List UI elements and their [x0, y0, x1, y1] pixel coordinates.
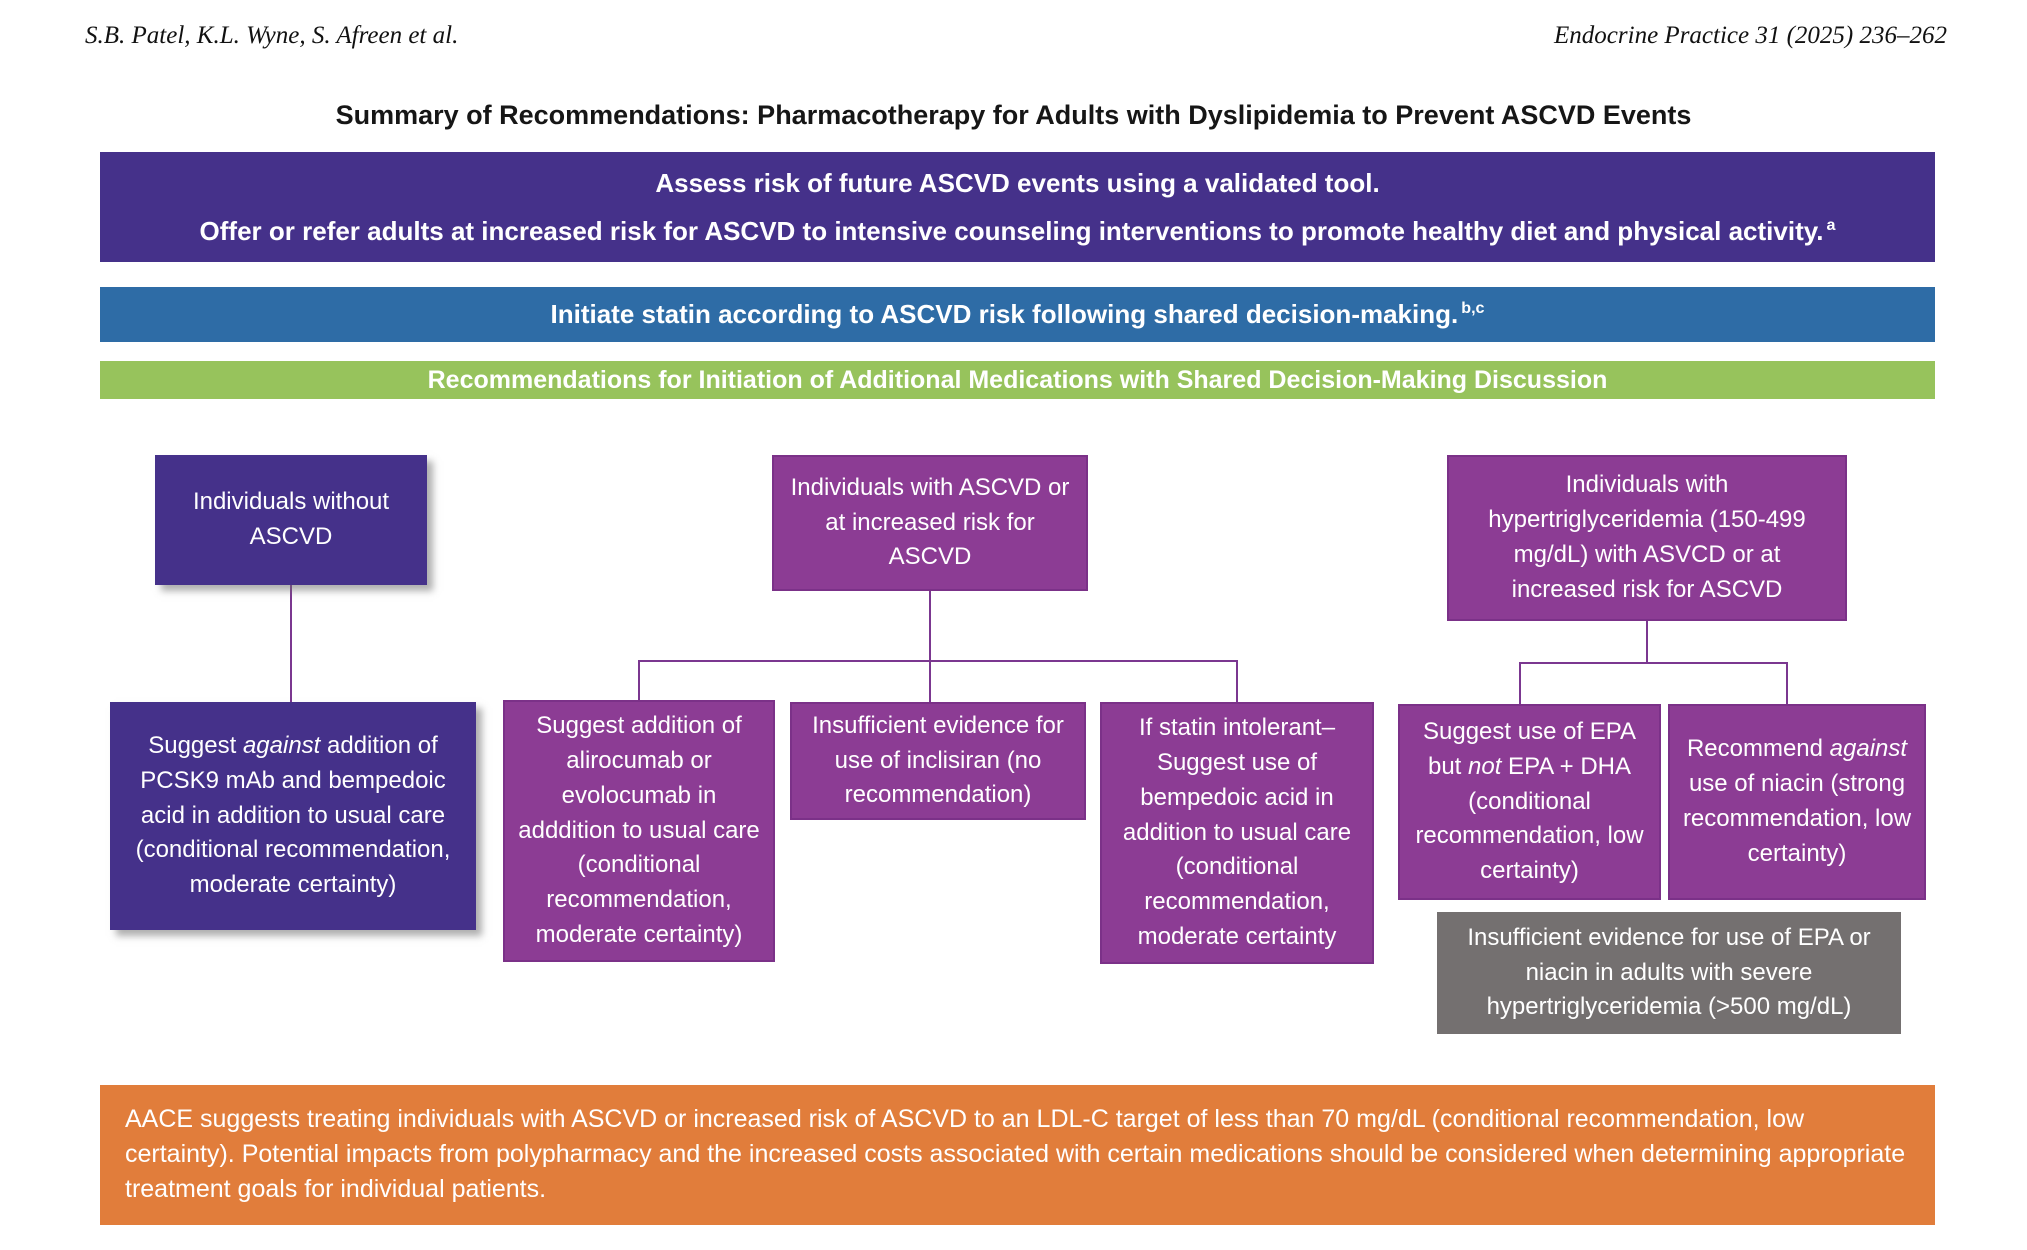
note-severe-hypertriglyceridemia: Insufficient evidence for use of EPA or niacin in adults with severe hypertriglyceridemia (>500 mg/dL) [1437, 912, 1901, 1034]
connector-htg-drop-left [1519, 662, 1521, 704]
initiate-statin-banner [100, 287, 1935, 342]
connector-htg-bus [1519, 662, 1788, 664]
connector-ascvd-drop-right [1236, 660, 1238, 702]
connector-htg-stem [1646, 621, 1648, 664]
aace-ldl-target-note: AACE suggests treating individuals with ASCVD or increased risk of ASCVD to an LDL-C target of less than 70 mg/dL (conditional recommendation, low certainty). Potential impacts from polypharmacy and the increased costs associated with certain medications should be considered when determining appropriate treatment goals for individual patients. [100, 1085, 1935, 1225]
rec-against-pcsk9-bempedoic: Suggest against addition of PCSK9 mAb and bempedoic acid in addition to usual care (conditional recommendation, moderate certainty) [110, 702, 476, 930]
connector-ascvd-drop-left [638, 660, 640, 702]
rec-alirocumab-evolocumab: Suggest addition of alirocumab or evolocumab in adddition to usual care (conditional recommendation, moderate certainty) [503, 700, 775, 962]
connector-ascvd-stem [929, 588, 931, 662]
rec-epa-not-epa-dha: Suggest use of EPA but not EPA + DHA (conditional recommendation, low certainty) [1398, 704, 1661, 900]
connector-htg-drop-right [1786, 662, 1788, 704]
assess-risk-line2: Offer or refer adults at increased risk for ASCVD to intensive counseling interventions to promote healthy diet and physical activity. $^a$ [199, 216, 1836, 246]
figure-title: Summary of Recommendations: Pharmacotherapy for Adults with Dyslipidemia to Prevent ASCVD Events [335, 100, 1692, 130]
additional-medications-banner [100, 361, 1935, 399]
journal-running-head: Endocrine Practice 31 (2025) 236–262 [1554, 22, 1947, 49]
group-header-ascvd: Individuals with ASCVD or at increased risk for ASCVD [772, 455, 1088, 591]
footnote-bc: b,c [1461, 299, 1485, 318]
authors-running-head: S.B. Patel, K.L. Wyne, S. Afreen et al. [85, 22, 459, 49]
connector-ascvd-bus [638, 660, 1238, 662]
assess-risk-line1: Assess risk of future ASCVD events using a validated tool. [655, 167, 1380, 198]
group-header-hypertriglyceridemia: Individuals with hypertriglyceridemia (150-499 mg/dL) with ASVCD or at increased risk for ASCVD [1447, 455, 1847, 621]
rec-bempedoic-statin-intolerant: If statin intolerant– Suggest use of bempedoic acid in addition to usual care (conditional recommendation, moderate certainty [1100, 702, 1374, 964]
rec-inclisiran-insufficient: Insufficient evidence for use of inclisiran (no recommendation) [790, 702, 1086, 820]
footnote-a: a [1826, 216, 1836, 235]
connector-no-ascvd-drop [290, 585, 292, 702]
group-header-no-ascvd: Individuals without ASCVD [155, 455, 427, 585]
rec-against-niacin: Recommend against use of niacin (strong recommendation, low certainty) [1668, 704, 1926, 900]
assess-risk-banner [100, 152, 1935, 262]
initiate-statin-text: Initiate statin according to ASCVD risk following shared decision-making. $^{b,c}$ [550, 299, 1485, 329]
additional-medications-text: Recommendations for Initiation of Additional Medications with Shared Decision-Making Discussion [427, 365, 1608, 394]
connector-ascvd-drop-middle [929, 660, 931, 702]
